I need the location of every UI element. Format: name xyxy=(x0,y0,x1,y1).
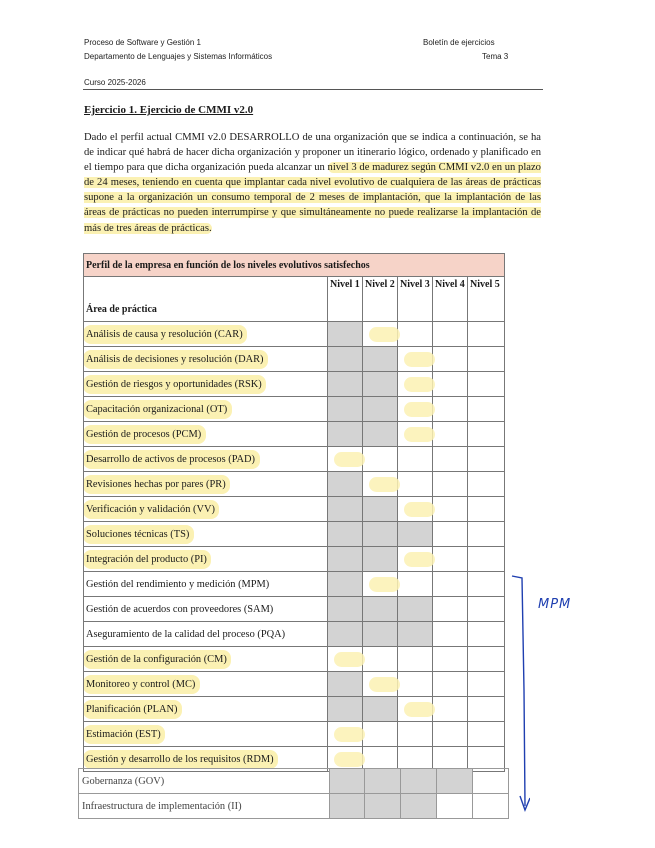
table-row xyxy=(84,597,505,622)
course-name: Proceso de Software y Gestión 1 xyxy=(84,38,201,47)
practice-area-name: Soluciones técnicas (TS) xyxy=(84,522,328,547)
table-row xyxy=(79,794,509,819)
level-cell xyxy=(468,472,505,497)
level-cell xyxy=(401,794,437,819)
level-cell xyxy=(398,322,433,347)
level-cell xyxy=(330,794,365,819)
level-cell xyxy=(363,697,398,722)
highlight-mark xyxy=(334,752,365,767)
highlight-mark xyxy=(404,402,435,417)
highlight-mark xyxy=(369,477,400,492)
level-cell xyxy=(328,547,363,572)
table-row xyxy=(84,497,505,522)
statement-highlighted: nivel 3 de madurez según CMMI v2.0 en un plazo de 24 meses, teniendo en cuenta que implantar cada nivel evolutivo de cualquiera de las áreas de prácticas supone a la organización un consumo temporal de 2 meses de implantación, que la implantación de las áreas de prácticas no pueden interrumpirse y que simultáneamente no puede realizarse la implantación de más de tres áreas de prácticas. xyxy=(84,162,541,234)
practice-area-name: Gestión y desarrollo de los requisitos (RDM) xyxy=(84,747,328,772)
level-cell xyxy=(468,497,505,522)
level-cell xyxy=(363,422,398,447)
practice-area-name: Monitoreo y control (MC) xyxy=(84,672,328,697)
level-cell xyxy=(433,447,468,472)
level-cell xyxy=(433,497,468,522)
level-cell xyxy=(433,622,468,647)
level-cell xyxy=(437,794,473,819)
additional-areas-table xyxy=(78,768,509,819)
level-cell xyxy=(468,622,505,647)
practice-area-name: Integración del producto (PI) xyxy=(84,547,328,572)
header-rule xyxy=(83,89,543,90)
bracket-line xyxy=(512,576,525,806)
level-cell xyxy=(468,672,505,697)
practice-area-name: Infraestructura de implementación (II) xyxy=(79,794,330,819)
level-cell xyxy=(433,347,468,372)
level-cell xyxy=(433,697,468,722)
level-cell xyxy=(468,372,505,397)
level-cell xyxy=(330,769,365,794)
level-cell xyxy=(363,372,398,397)
level-cell xyxy=(328,622,363,647)
level-cell xyxy=(328,697,363,722)
table-row xyxy=(84,322,505,347)
level-cell xyxy=(468,397,505,422)
table-row xyxy=(84,547,505,572)
exercise-title: Ejercicio 1. Ejercicio de CMMI v2.0 xyxy=(84,104,254,116)
practice-area-name: Gestión de procesos (PCM) xyxy=(84,422,328,447)
level-header: Nivel 1 xyxy=(328,277,363,322)
level-cell xyxy=(328,672,363,697)
level-cell xyxy=(468,697,505,722)
level-header: Nivel 3 xyxy=(398,277,433,322)
highlight-mark xyxy=(404,377,435,392)
level-cell xyxy=(363,647,398,672)
level-cell xyxy=(365,794,401,819)
level-cell xyxy=(328,347,363,372)
level-cell xyxy=(398,572,433,597)
level-cell xyxy=(468,647,505,672)
table-row xyxy=(84,472,505,497)
level-cell xyxy=(437,769,473,794)
table-row xyxy=(84,697,505,722)
level-cell xyxy=(433,522,468,547)
table-row xyxy=(84,447,505,472)
level-cell xyxy=(433,372,468,397)
level-cell xyxy=(363,597,398,622)
maturity-profile-table xyxy=(83,253,505,772)
highlight-mark xyxy=(334,452,365,467)
level-cell xyxy=(398,672,433,697)
highlight-mark xyxy=(404,702,435,717)
level-cell xyxy=(328,572,363,597)
level-cell xyxy=(468,447,505,472)
table-row xyxy=(84,647,505,672)
level-cell xyxy=(398,722,433,747)
practice-area-name: Aseguramiento de la calidad del proceso (PQA) xyxy=(84,622,328,647)
level-cell xyxy=(363,722,398,747)
practice-area-name: Verificación y validación (VV) xyxy=(84,497,328,522)
handwritten-annotation: MPM xyxy=(538,597,572,612)
highlight-mark xyxy=(404,552,435,567)
level-cell xyxy=(365,769,401,794)
level-cell xyxy=(433,422,468,447)
handwritten-bracket xyxy=(500,570,530,820)
level-cell xyxy=(363,397,398,422)
practice-area-name: Planificación (PLAN) xyxy=(84,697,328,722)
level-cell xyxy=(398,622,433,647)
level-cell xyxy=(433,672,468,697)
practice-area-name: Análisis de decisiones y resolución (DAR) xyxy=(84,347,328,372)
department-name: Departamento de Lenguajes y Sistemas Informáticos xyxy=(84,52,273,61)
level-cell xyxy=(363,547,398,572)
level-cell xyxy=(433,397,468,422)
level-cell xyxy=(468,522,505,547)
level-cell xyxy=(398,472,433,497)
statement-part-1: Dado el perfil actual CMMI v2.0 DESARROLLO de una organización que se indica a continuación, se ha de indicar qué habrá de hacer dicha organización y proponer un itinerario lógico, ordenado y planificado en el tiempo para que dicha organización pueda alcanzar un xyxy=(84,132,541,174)
level-cell xyxy=(328,322,363,347)
document-type: Boletín de ejercicios xyxy=(423,38,495,47)
level-cell xyxy=(363,347,398,372)
highlight-mark xyxy=(404,427,435,442)
highlight-mark xyxy=(369,677,400,692)
level-cell xyxy=(398,447,433,472)
level-cell xyxy=(433,472,468,497)
level-cell xyxy=(468,572,505,597)
practice-area-name: Gestión de la configuración (CM) xyxy=(84,647,328,672)
table-row xyxy=(84,372,505,397)
practice-area-name: Revisiones hechas por pares (PR) xyxy=(84,472,328,497)
table-row xyxy=(84,672,505,697)
exercise-statement xyxy=(84,130,541,236)
level-cell xyxy=(468,597,505,622)
highlight-mark xyxy=(404,502,435,517)
practice-area-name: Capacitación organizacional (OT) xyxy=(84,397,328,422)
practice-area-name: Estimación (EST) xyxy=(84,722,328,747)
table-caption: Perfil de la empresa en función de los niveles evolutivos satisfechos xyxy=(84,254,505,277)
level-cell xyxy=(468,722,505,747)
level-header: Nivel 2 xyxy=(363,277,398,322)
level-cell xyxy=(433,722,468,747)
level-header: Nivel 4 xyxy=(433,277,468,322)
level-cell xyxy=(363,522,398,547)
practice-area-name: Gestión de acuerdos con proveedores (SAM) xyxy=(84,597,328,622)
academic-year: Curso 2025-2026 xyxy=(84,78,146,87)
highlight-mark xyxy=(369,327,400,342)
level-cell xyxy=(433,597,468,622)
level-cell xyxy=(328,397,363,422)
level-cell xyxy=(328,472,363,497)
table-row xyxy=(84,722,505,747)
level-cell xyxy=(468,547,505,572)
table-row xyxy=(84,347,505,372)
table-row xyxy=(79,769,509,794)
level-header: Nivel 5 xyxy=(468,277,505,322)
level-cell xyxy=(468,322,505,347)
level-cell xyxy=(468,347,505,372)
highlight-mark xyxy=(404,352,435,367)
level-cell xyxy=(433,572,468,597)
level-cell xyxy=(433,322,468,347)
level-cell xyxy=(433,647,468,672)
practice-area-name: Gobernanza (GOV) xyxy=(79,769,330,794)
level-cell xyxy=(328,422,363,447)
level-cell xyxy=(363,622,398,647)
highlight-mark xyxy=(334,727,365,742)
level-cell xyxy=(328,597,363,622)
level-cell xyxy=(468,422,505,447)
level-cell xyxy=(363,447,398,472)
table-row xyxy=(84,572,505,597)
level-cell xyxy=(398,597,433,622)
level-cell xyxy=(433,547,468,572)
level-cell xyxy=(398,522,433,547)
level-cell xyxy=(328,522,363,547)
table-row xyxy=(84,397,505,422)
highlight-mark xyxy=(334,652,365,667)
table-row xyxy=(84,622,505,647)
level-cell xyxy=(328,372,363,397)
level-cell xyxy=(328,497,363,522)
practice-area-name: Gestión de riesgos y oportunidades (RSK) xyxy=(84,372,328,397)
practice-area-name: Gestión del rendimiento y medición (MPM) xyxy=(84,572,328,597)
table-row xyxy=(84,522,505,547)
topic-label: Tema 3 xyxy=(482,52,509,61)
practice-area-name: Análisis de causa y resolución (CAR) xyxy=(84,322,328,347)
level-cell xyxy=(401,769,437,794)
level-cell xyxy=(363,497,398,522)
highlight-mark xyxy=(369,577,400,592)
practice-area-name: Desarrollo de activos de procesos (PAD) xyxy=(84,447,328,472)
level-cell xyxy=(398,647,433,672)
table-row xyxy=(84,422,505,447)
area-header: Área de práctica xyxy=(84,277,328,322)
